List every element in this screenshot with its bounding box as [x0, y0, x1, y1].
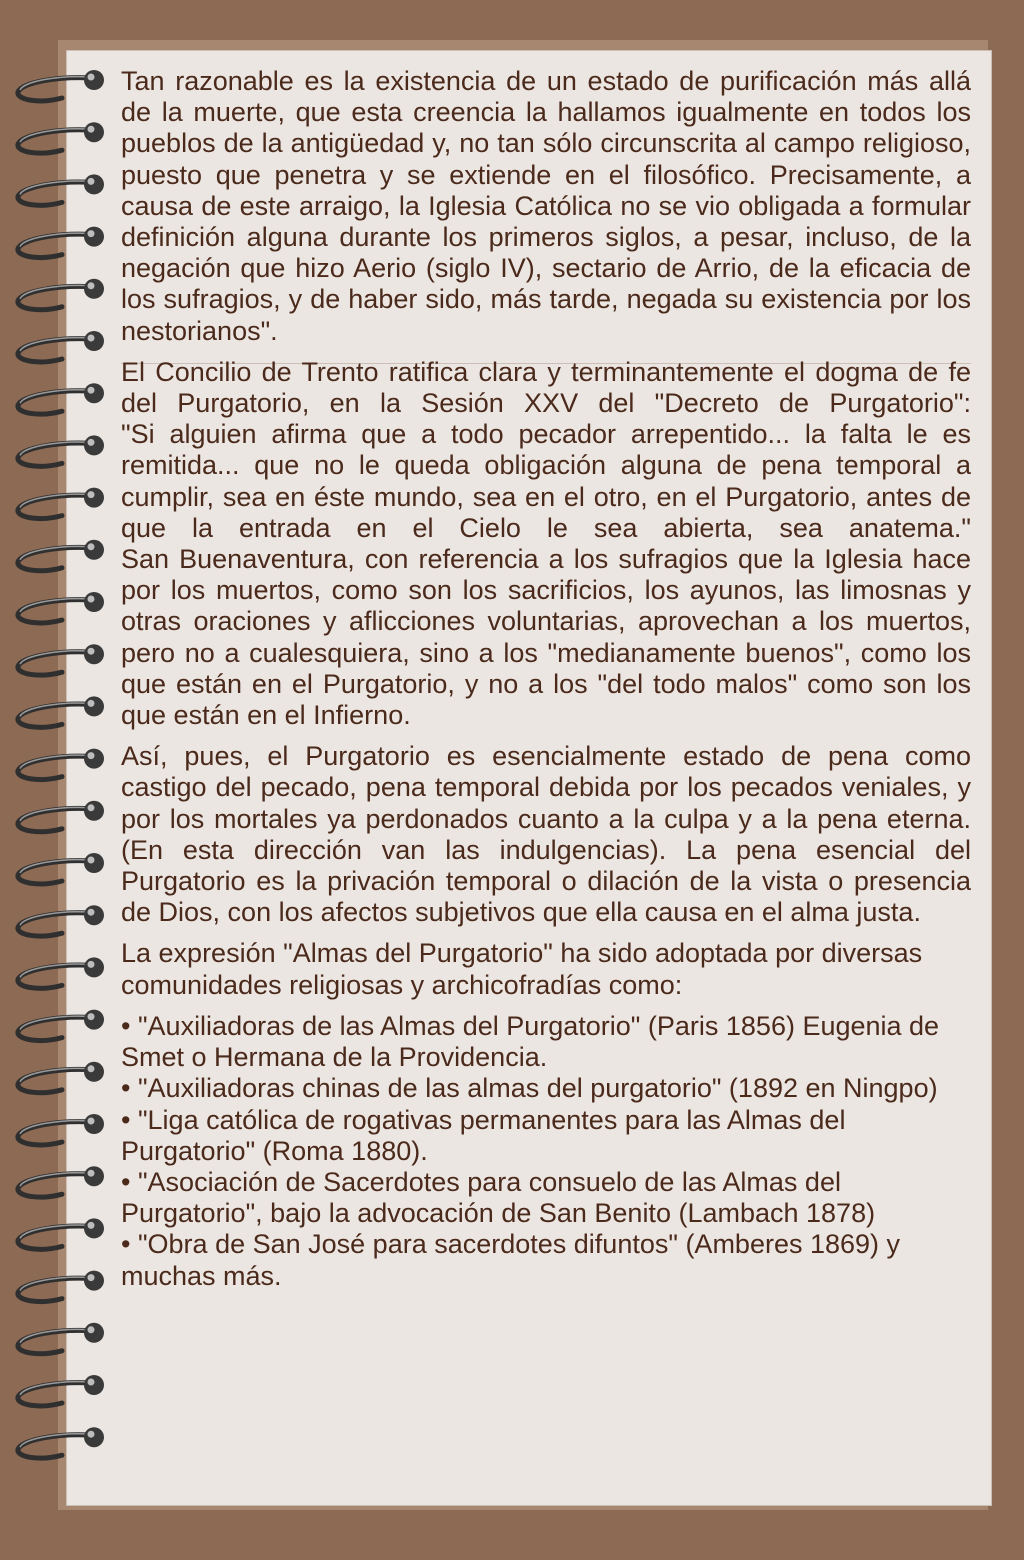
spiral-ring-icon [18, 1427, 104, 1458]
paragraph-2 [121, 357, 971, 731]
spiral-ring-icon [18, 905, 104, 936]
spiral-ring-icon [18, 1062, 104, 1093]
spiral-ring-icon [18, 644, 104, 675]
spiral-ring-icon [18, 749, 104, 780]
spiral-ring-icon [18, 1271, 104, 1302]
spiral-binding [0, 0, 120, 1560]
paragraph-2-line-1: El Concilio de Trento ratifica clara y terminantemente el dogma de fe del Purgatorio, en la Sesión XXV del "Decreto de Purgatorio": [121, 356, 971, 419]
list-item: • "Auxiliadoras de las Almas del Purgatorio" (Paris 1856) Eugenia de Smet o Hermana de la Providencia. [121, 1010, 940, 1073]
list-item: • "Auxiliadoras chinas de las almas del purgatorio" (1892 en Ningpo) [121, 1073, 938, 1104]
spiral-ring-icon [18, 540, 104, 571]
spiral-ring-icon [18, 1166, 104, 1197]
spiral-ring-icon [18, 801, 104, 832]
spiral-ring-icon [18, 853, 104, 884]
spiral-ring-icon [18, 957, 104, 988]
paragraph-2-line-3: San Buenaventura, con referencia a los sufragios que la Iglesia hace por los muertos, como son los sacrificios, los ayunos, las limosnas y otras oraciones y aflicciones voluntarias, aprovechan a los muertos, pero no a cualesquiera, sino a los "medianamente buenos", como los que están en el Purgatorio, y no a los "del todo malos" como son los que están en el Infierno. [121, 544, 971, 731]
list-item: • "Obra de San José para sacerdotes difuntos" (Amberes 1869) y muchas más. [121, 1229, 901, 1291]
spiral-ring-icon [18, 435, 104, 466]
spiral-ring-icon [18, 227, 104, 258]
spiral-ring-icon [18, 279, 104, 310]
spiral-ring-icon [18, 696, 104, 727]
spiral-ring-icon [18, 70, 104, 101]
spiral-ring-icon [18, 488, 104, 519]
notebook-text [121, 66, 971, 1560]
list-item: • "Asociación de Sacerdotes para consuelo de las Almas del Purgatorio", bajo la advocación de San Benito (Lambach 1878) [121, 1166, 876, 1229]
spiral-ring-icon [18, 1218, 104, 1249]
spiral-ring-icon [18, 174, 104, 205]
spiral-ring-icon [18, 1375, 104, 1406]
spiral-ring-icon [18, 122, 104, 153]
paragraph-1: Tan razonable es la existencia de un estado de purificación más allá de la muerte, que esta creencia la hallamos igualmente en todos los pueblos de la antigüedad y, no tan sólo circunscrita al campo religioso, puesto que penetra y se extiende en el filosófico. Precisamente, a causa de este arraigo, la Iglesia Católica no se vio obligada a formular definición alguna durante los primeros siglos, a pesar, incluso, de la negación que hizo Aerio (siglo IV), sectario de Arrio, de la eficacia de los sufragios, y de haber sido, más tarde, negada su existencia por los nestorianos". [121, 66, 971, 346]
paragraph-4: La expresión "Almas del Purgatorio" ha sido adoptada por diversas comunidades religiosas y archicofradías como: [121, 938, 923, 1000]
paragraph-2-quote: "Si alguien afirma que a todo pecador arrepentido... la falta le es remitida... que no le queda obligación alguna de pena temporal a cumplir, sea en éste mundo, sea en el otro, en el Purgatorio, antes de que la entrada en el Cielo le sea abierta, sea anatema." [121, 419, 971, 543]
spiral-ring-icon [18, 1010, 104, 1041]
paragraph-3: Así, pues, el Purgatorio es esencialmente estado de pena como castigo del pecado, pena temporal debida por los pecados veniales, y por los mortales ya perdonados cuanto a la culpa y a la pena eterna. (En esta dirección van las indulgencias). La pena esencial del Purgatorio es la privación temporal o dilación de la vista o presencia de Dios, con los afectos subjetivos que ella causa en el alma justa. [121, 741, 971, 928]
spiral-ring-icon [18, 1323, 104, 1354]
list-item: • "Liga católica de rogativas permanentes para las Almas del Purgatorio" (Roma 1880). [121, 1104, 846, 1166]
spiral-ring-icon [18, 592, 104, 623]
spiral-ring-icon [18, 331, 104, 362]
spiral-ring-icon [18, 1114, 104, 1145]
spiral-ring-icon [18, 383, 104, 414]
community-list [121, 1011, 971, 1292]
